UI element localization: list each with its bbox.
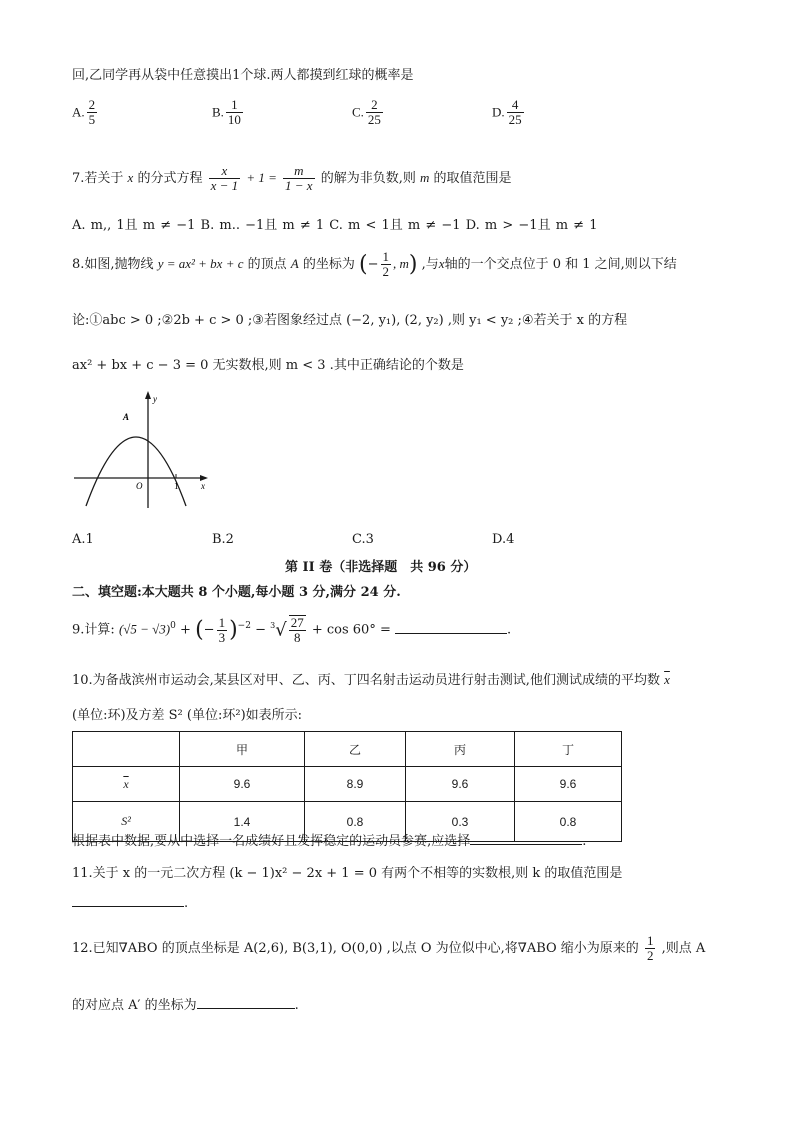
table-cell: 9.6 [515,767,622,802]
table-header-cell: 乙 [305,732,406,767]
section-heading: 二、填空题:本大题共 8 个小题,每小题 3 分,满分 24 分. [72,585,401,600]
table-cell: 9.6 [180,767,305,802]
one-label: 1 [174,481,179,491]
q8-line1: 8.如图,抛物线 y = ax² + bx + c 的顶点 A 的坐标为 (− $\frac{1}{2}$ , m) ,与x轴的一个交点位于 0 和 1 之间,则以下结 [72,249,677,279]
q6-stem-tail: 回,乙同学再从袋中任意摸出1个球.两人都摸到红球的概率是 [72,68,414,83]
table-cell: 9.6 [406,767,515,802]
y-axis-arrow [145,391,151,399]
table-cell: 8.9 [305,767,406,802]
y-axis-label: y [153,394,157,404]
q6-option-b[interactable]: B. $\frac{1}{10}$ [212,97,241,127]
table-header-cell: 甲 [180,732,305,767]
q8-line3: ax² + bx + c − 3 = 0 无实数根,则 m < 3 .其中正确结论的个数是 [72,358,464,373]
table-cell: 1.4 [180,802,305,842]
q6-option-c[interactable]: C. $\frac{2}{25}$ [352,97,381,127]
q11-line1: 11.关于 x 的一元二次方程 (k − 1)x² − 2x + 1 = 0 有两个不相等的实数根,则 k 的取值范围是 [72,866,623,881]
q8-line2: 论:①abc > 0 ;②2b + c > 0 ;③若图象经过点 (−2, y₁), (2, y₂) ,则 y₁ < y₂ ;④若关于 x 的方程 [72,313,628,328]
scores-table [72,731,622,842]
origin-label: O [136,481,143,491]
q11-answer: . [72,896,188,911]
row-label-variance: S² [73,802,180,842]
vertex-label: A [123,412,130,422]
q12-line2: 的对应点 A′ 的坐标为 . [72,998,299,1013]
q8-option-d[interactable]: D.4 [492,532,515,547]
q9-expression: 9.计算: $(√5 - √3)^0$ + (− $\frac{1}{3}$ )$^{-2}$ − $^3$√ $\frac{27}{8}$ + cos 60° = . [72,614,512,645]
q9-answer-blank[interactable] [395,632,507,634]
q7-stem: 7.若关于 x 的分式方程 $\frac{x}{x - 1}$ + 1 = $\frac{m}{1 - x}$ 的解为非负数,则 m 的取值范围是 [72,163,512,193]
table-cell: 0.8 [515,802,622,842]
q10-after: 根据表中数据,要从中选择一名成绩好且发挥稳定的运动员参赛,应选择 . [72,834,587,849]
table-cell: 0.8 [305,802,406,842]
table-header-cell: 丁 [515,732,622,767]
parabola-graph [66,388,216,512]
table-header-cell: 丙 [406,732,515,767]
q12-answer-blank[interactable] [197,1007,295,1009]
q10-line1: 10.为备战滨州市运动会,某县区对甲、乙、丙、丁四名射击运动员进行射击测试,他们测试成绩的平均数 $\overline{x}$ [72,672,670,688]
q6-option-d[interactable]: D. $\frac{4}{25}$ [492,97,522,127]
q8-option-c[interactable]: C.3 [352,532,374,547]
table-header-row [73,732,622,767]
table-header-cell [73,732,180,767]
row-label-mean: $\overline{x}$ [73,767,180,802]
q12-line1: 12.已知∇ABO 的顶点坐标是 A(2,6), B(3,1), O(0,0) ,以点 O 为位似中心,将∇ABO 缩小为原来的 $\frac{1}{2}$ ,则点 A [72,933,706,963]
q10-line2: (单位:环)及方差 S² (单位:环²)如表所示: [72,708,303,723]
q8-option-b[interactable]: B.2 [212,532,234,547]
q6-option-a[interactable]: A. $\frac{2}{5}$ [72,97,96,127]
q7-options[interactable]: A. m,, 1且 m ≠ −1 B. m.. −1且 m ≠ 1 C. m < 1且 m ≠ −1 D. m > −1且 m ≠ 1 [72,218,598,233]
q8-option-a[interactable]: A.1 [72,532,94,547]
q11-answer-blank[interactable] [72,905,184,907]
section-title: 第 II 卷（非选择题 共 96 分） [285,560,477,575]
x-axis-label: x [201,481,205,491]
parabola-curve [86,437,186,506]
q10-answer-blank[interactable] [470,843,582,845]
table-cell: 0.3 [406,802,515,842]
table-row [73,767,622,802]
